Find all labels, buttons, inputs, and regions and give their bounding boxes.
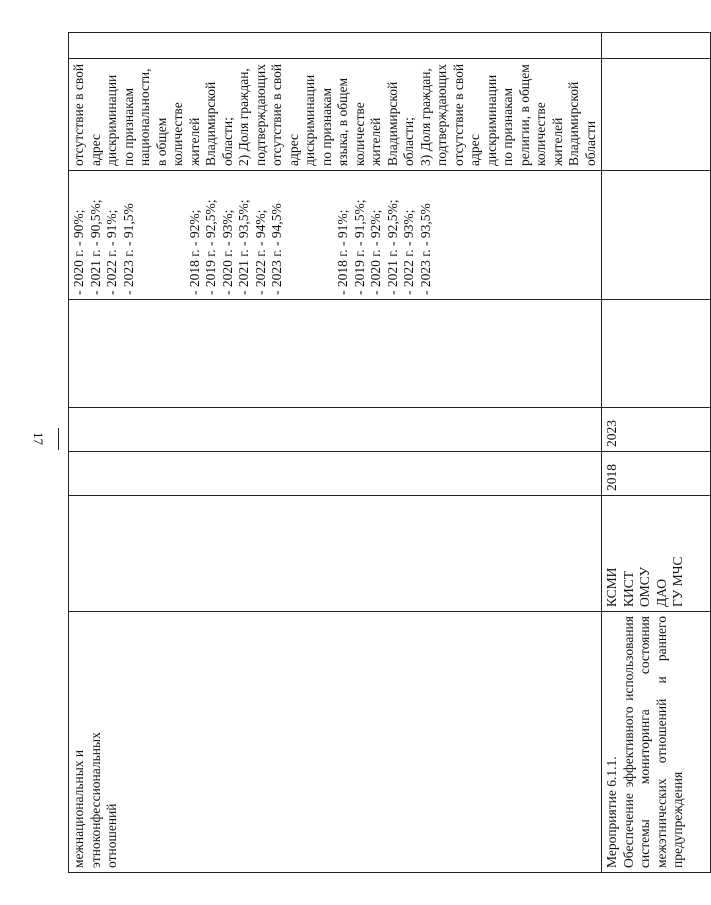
table-row [602, 33, 711, 873]
page-number-mark [58, 428, 59, 450]
executors-cell [69, 496, 602, 612]
start-year-cell [69, 452, 602, 496]
end-year-cell [69, 408, 602, 452]
indicators-cell: отсутствие в свой адрес дискриминации по признакам национальности, в общем количестве жителей Владимирской области; 2) Доля граждан, подтверждающих отсутствие в свой адрес дискриминации по признакам языка, в общем количестве жителей Владимирской области; 3) Доля граждан, подтверждающих отсутствие в свой адрес дискриминации по признакам религии, в общем количестве жителей Владимирской области [69, 59, 602, 171]
start-year-cell: 2018 [602, 452, 711, 496]
executors-cell: КСМИ КИСТ ОМСУ ДАО ГУ МЧС [602, 496, 711, 612]
activity-cell: межнациональных и этноконфессиональных отношений [69, 612, 602, 873]
table-row [69, 33, 602, 873]
blank-cell [69, 300, 602, 408]
program-table [68, 32, 711, 873]
blank-cell [602, 300, 711, 408]
target-values-cell: - 2020 г. - 90%; - 2021 г. - 90,5%; - 2022 г. - 91%; - 2023 г. - 91,5% - 2018 г. - 92%; - 2019 г. - 92,5%; - 2020 г. - 93%; - 2021 г. - 93,5%; - 2022 г. - 94%; - 2023 г. - 94,5% - 2018 г. - 91%; - 2019 г. - 91,5%; - 2020 г. - 92%; - 2021 г. - 92,5%; - 2022 г. - 93%; - 2023 г. - 93,5% [69, 171, 602, 300]
indicators-cell [602, 59, 711, 171]
last-cell [69, 33, 602, 59]
end-year-cell: 2023 [602, 408, 711, 452]
rotated-table-container [68, 33, 685, 873]
target-values-cell [602, 171, 711, 300]
page-number: 17 [31, 432, 46, 445]
activity-cell: Мероприятие 6.1.1. Обеспечение эффективного использования системы мониторинга состояния межэтнических отношений и раннего предупреждения [602, 612, 711, 873]
last-cell [602, 33, 711, 59]
